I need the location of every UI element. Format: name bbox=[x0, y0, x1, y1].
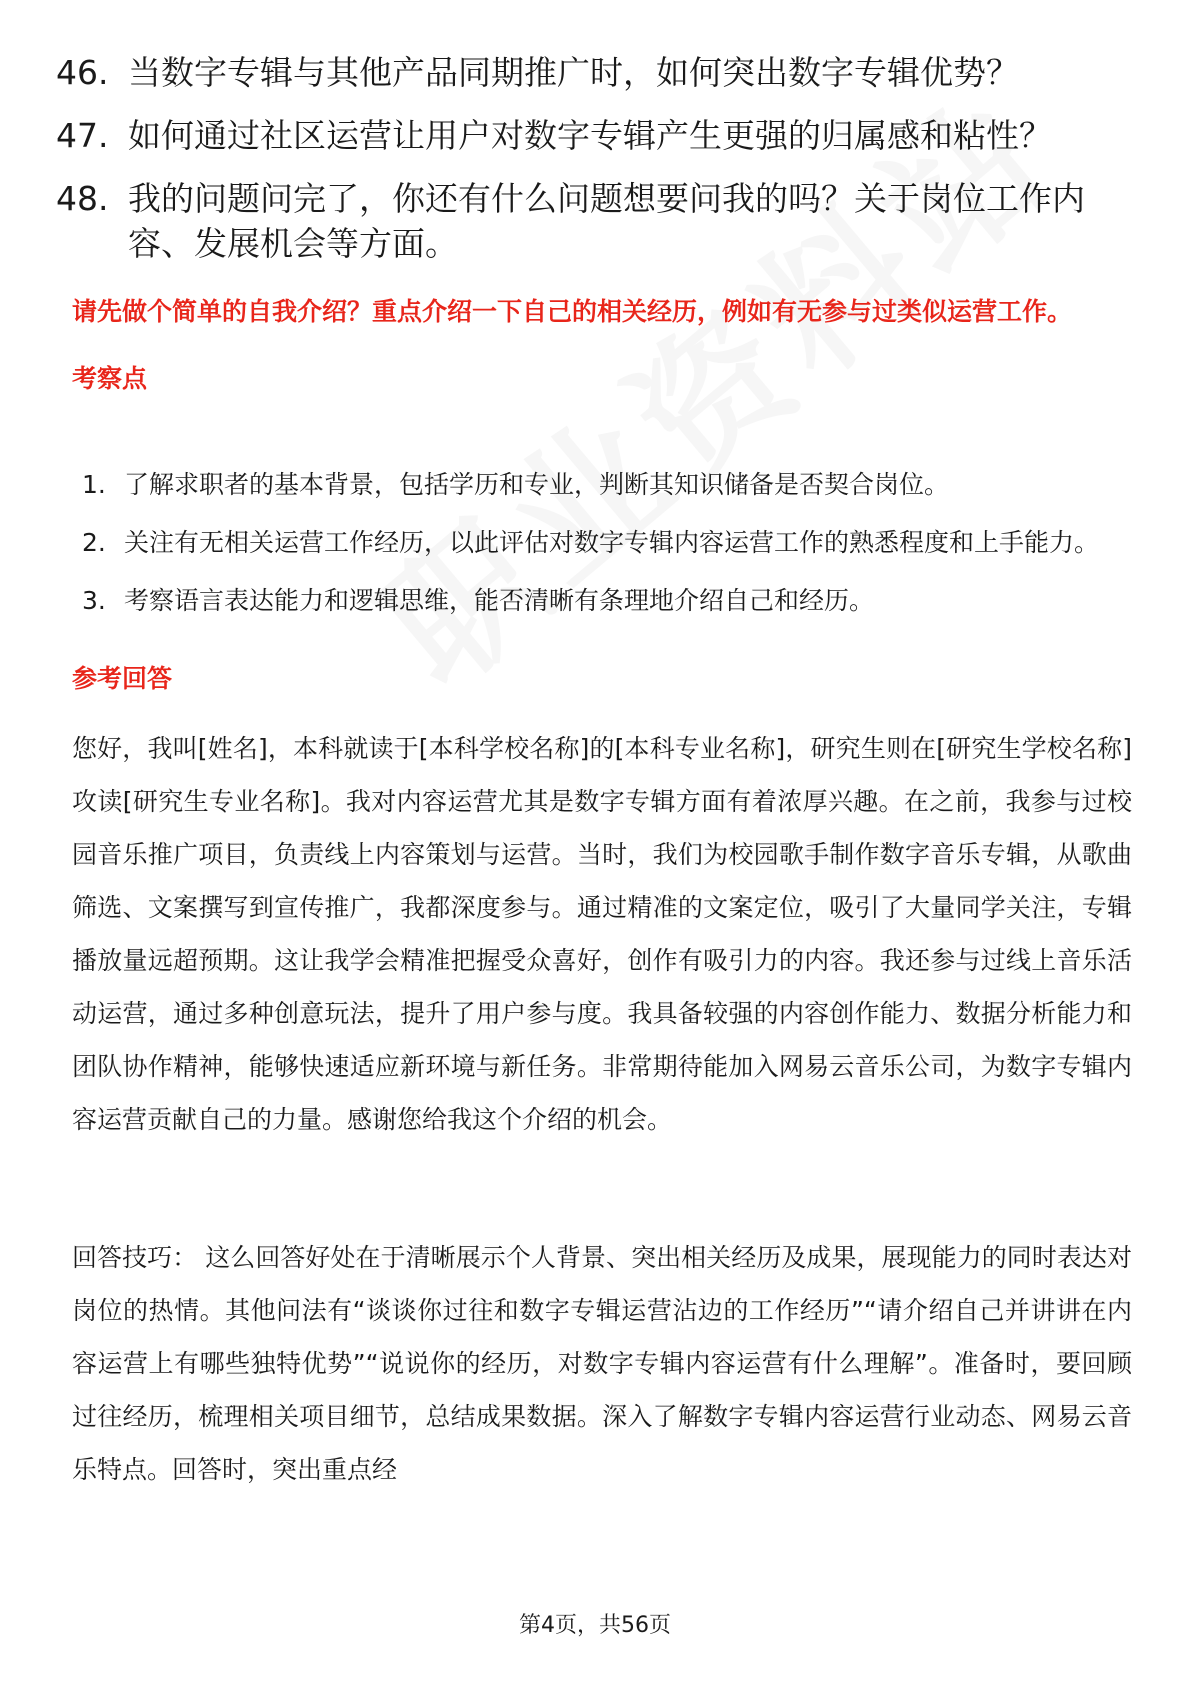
page-footer: 第4页，共56页 bbox=[519, 1613, 671, 1638]
question-number: 46. bbox=[56, 53, 109, 92]
point-number: 1. bbox=[82, 470, 106, 499]
reference-heading: 参考回答 bbox=[72, 664, 173, 693]
assessment-points bbox=[82, 460, 1142, 634]
point-number: 2. bbox=[82, 528, 106, 557]
reference-answer: 您好，我叫[姓名]，本科就读于[本科学校名称]的[本科专业名称]，研究生则在[研究生学校名称]攻读[研究生专业名称]。我对内容运营尤其是数字专辑方面有着浓厚兴趣。在之前，我参与过校园音乐推广项目，负责线上内容策划与运营。当时，我们为校园歌手制作数字音乐专辑，从歌曲筛选、文案撰写到宣传推广，我都深度参与。通过精准的文案定位，吸引了大量同学关注，专辑播放量远超预期。这让我学会精准把握受众喜好，创作有吸引力的内容。我还参与过线上音乐活动运营，通过多种创意玩法，提升了用户参与度。我具备较强的内容创作能力、数据分析能力和团队协作精神，能够快速适应新环境与新任务。非常期待能加入网易云音乐公司，为数字专辑内容运营贡献自己的力量。感谢您给我这个介绍的机会。 bbox=[72, 734, 1132, 1134]
question-text: 我的问题问完了，你还有什么问题想要问我的吗？关于岗位工作内容、发展机会等方面。 bbox=[128, 179, 1085, 263]
answer-tips: 回答技巧： 这么回答好处在于清晰展示个人背景、突出相关经历及成果，展现能力的同时表达对岗位的热情。其他问法有“谈谈你过往和数字专辑运营沾边的工作经历”“请介绍自己并讲讲在内容运营上有哪些独特优势”“说说你的经历，对数字专辑内容运营有什么理解”。准备时，要回顾过往经历，梳理相关项目细节，总结成果数据。深入了解数字专辑内容运营行业动态、网易云音乐特点。回答时，突出重点经 bbox=[72, 1243, 1132, 1484]
question-number: 48. bbox=[56, 179, 109, 218]
list-item bbox=[82, 460, 1142, 510]
question-text: 当数字专辑与其他产品同期推广时，如何突出数字专辑优势？ bbox=[128, 53, 1019, 92]
list-item bbox=[82, 576, 1142, 626]
point-text: 了解求职者的基本背景，包括学历和专业，判断其知识储备是否契合岗位。 bbox=[124, 470, 950, 499]
assessment-heading: 考察点 bbox=[72, 364, 148, 393]
point-text: 关注有无相关运营工作经历，以此评估对数字专辑内容运营工作的熟悉程度和上手能力。 bbox=[124, 528, 1100, 557]
list-item bbox=[56, 176, 1136, 266]
list-item bbox=[56, 113, 1136, 158]
list-item bbox=[56, 50, 1136, 95]
featured-question: 请先做个简单的自我介绍？重点介绍一下自己的相关经历，例如有无参与过类似运营工作。 bbox=[72, 297, 1073, 326]
list-item bbox=[82, 518, 1142, 568]
point-number: 3. bbox=[82, 586, 106, 615]
question-number: 47. bbox=[56, 116, 109, 155]
point-text: 考察语言表达能力和逻辑思维，能否清晰有条理地介绍自己和经历。 bbox=[124, 586, 875, 615]
question-list bbox=[56, 50, 1136, 284]
question-text: 如何通过社区运营让用户对数字专辑产生更强的归属感和粘性？ bbox=[128, 116, 1052, 155]
